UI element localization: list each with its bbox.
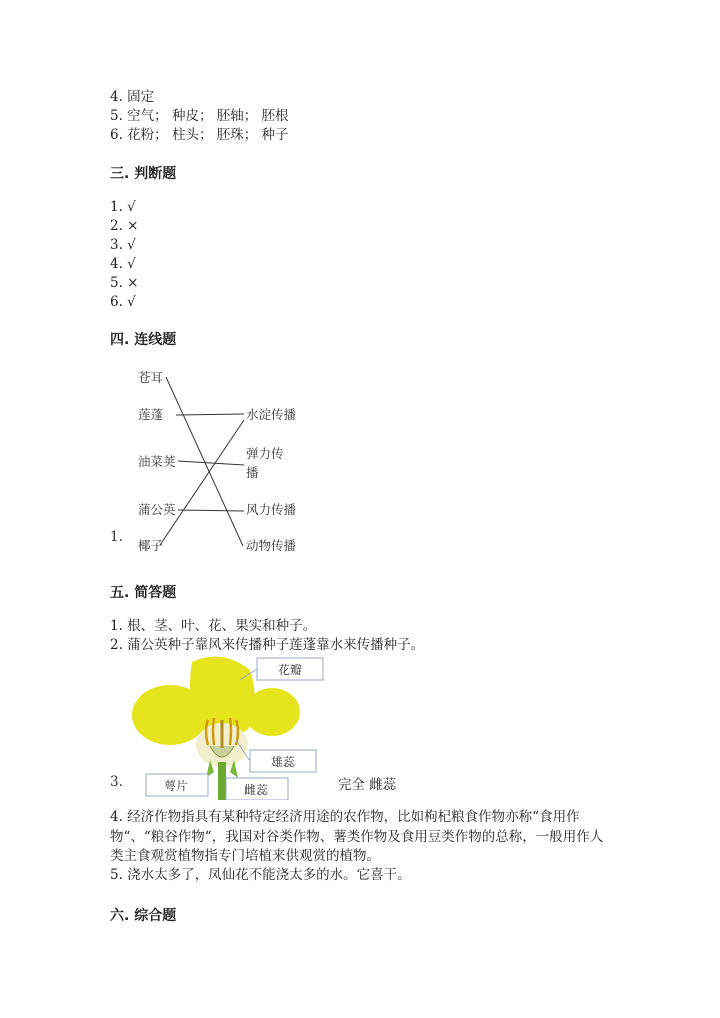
match-right-item-3: 风力传播 bbox=[246, 502, 297, 517]
stamen-label: 雄蕊 bbox=[271, 755, 296, 769]
match-left-item-5: 椰子 bbox=[138, 538, 164, 553]
judge-answer-3: 3. √ bbox=[110, 237, 136, 253]
sepal-label: 萼片 bbox=[164, 779, 189, 793]
comprehensive-section-title: 六. 综合题 bbox=[110, 908, 177, 924]
short-q3-answer: 完全 雌蕊 bbox=[338, 777, 397, 793]
short-answer-2: 2. 蒲公英种子靠风来传播种子莲蓬靠水来传播种子。 bbox=[110, 637, 425, 653]
match-left-item-3: 油菜荚 bbox=[138, 454, 176, 469]
flower-stem bbox=[218, 762, 226, 800]
judge-answer-5: 5. × bbox=[110, 275, 139, 291]
fill-in-answer-6: 6. 花粉； 柱头； 胚珠； 种子 bbox=[110, 127, 289, 143]
match-right-item-1: 水淀传播 bbox=[246, 407, 297, 422]
petal-label: 花瓣 bbox=[278, 663, 303, 677]
match-left-item-2: 莲蓬 bbox=[138, 407, 164, 422]
short-answer-5: 5. 浇水太多了，凤仙花不能浇太多的水。它喜干。 bbox=[110, 867, 411, 883]
match-right-item-4: 动物传播 bbox=[246, 538, 297, 553]
match-right-item-2: 弹力传 bbox=[246, 446, 284, 461]
short-section-title: 五. 简答题 bbox=[110, 585, 177, 601]
flower-diagram bbox=[110, 650, 330, 800]
judge-answer-1: 1. √ bbox=[110, 199, 136, 215]
match-right-item-2-cont: 播 bbox=[246, 465, 259, 480]
short-answer-1: 1. 根、茎、叶、花、果实和种子。 bbox=[110, 618, 317, 634]
match-line-2 bbox=[176, 414, 244, 415]
match-left-item-4: 蒲公英 bbox=[138, 502, 176, 517]
match-line-3 bbox=[178, 461, 244, 465]
fill-in-answer-5: 5. 空气； 种皮； 胚轴； 胚根 bbox=[110, 108, 289, 124]
judge-answer-4: 4. √ bbox=[110, 256, 136, 272]
match-section-title: 四. 连线题 bbox=[110, 332, 177, 348]
judge-answer-6: 6. √ bbox=[110, 294, 136, 310]
judge-section-title: 三. 判断题 bbox=[110, 166, 177, 182]
judge-answer-2: 2. × bbox=[110, 218, 139, 234]
matching-diagram bbox=[110, 360, 330, 560]
match-question-number: 1. bbox=[110, 529, 123, 545]
short-q3-number: 3. bbox=[110, 774, 123, 790]
fill-in-answer-4: 4. 固定 bbox=[110, 89, 155, 105]
match-line-5 bbox=[160, 420, 244, 545]
pistil-label: 雌蕊 bbox=[244, 783, 269, 797]
match-line-4 bbox=[178, 510, 244, 511]
short-answer-4: 4. 经济作物指具有某种特定经济用途的农作物，比如枸杞粮食作物亦称“食用作物“、“粮谷作物“，我国对谷类作物、薯类作物及食用豆类作物的总称，一般用作人类主食观赏植物指专门培植来供观赏的植物。 bbox=[110, 809, 604, 864]
match-line-1 bbox=[166, 377, 243, 546]
match-left-item-1: 苍耳 bbox=[138, 370, 164, 385]
